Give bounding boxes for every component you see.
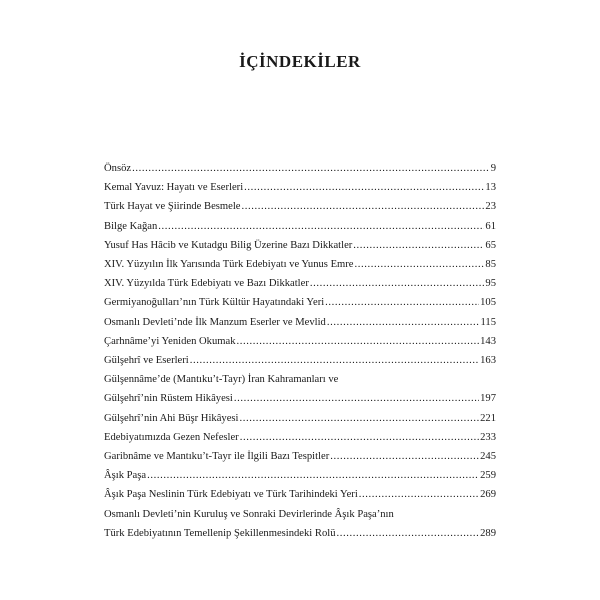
toc-entry-title: Türk Hayat ve Şiirinde Besmele bbox=[104, 201, 241, 213]
toc-entry bbox=[104, 409, 496, 428]
toc-entry-title: Çarhnâme’yi Yeniden Okumak bbox=[104, 335, 236, 347]
toc-entry-title: XIV. Yüzyılın İlk Yarısında Türk Edebiyatı ve Yunus Emre bbox=[104, 259, 354, 271]
toc-entry bbox=[104, 332, 496, 351]
dot-leader bbox=[132, 159, 490, 178]
dot-leader bbox=[310, 274, 485, 293]
dot-leader bbox=[353, 236, 484, 255]
toc-entry bbox=[104, 293, 496, 312]
toc-entry-title: Gülşehrî’nin Ahi Büşr Hikâyesi bbox=[104, 412, 239, 424]
toc-entry-page-number: 221 bbox=[480, 412, 496, 424]
dot-leader bbox=[240, 428, 479, 447]
toc-entry-page-number: 245 bbox=[480, 451, 496, 463]
dot-leader bbox=[147, 466, 479, 485]
toc-entry bbox=[104, 524, 496, 543]
toc-entry-title: Türk Edebiyatının Temellenip Şekillenmesindeki Rolü bbox=[104, 527, 336, 539]
toc-entry-page-number: 163 bbox=[480, 355, 496, 367]
toc-entry-page-number: 259 bbox=[480, 470, 496, 482]
toc-entry-title: Yusuf Has Hâcib ve Kutadgu Bilig Üzerine Bazı Dikkatler bbox=[104, 239, 353, 251]
dot-leader bbox=[330, 447, 479, 466]
toc-entry bbox=[104, 485, 496, 504]
page-title: İÇİNDEKİLER bbox=[239, 52, 361, 71]
dot-leader bbox=[242, 197, 485, 216]
toc-entry-title: Osmanlı Devleti’nde İlk Manzum Eserler ve Mevlid bbox=[104, 316, 326, 328]
toc-entry-page-number: 65 bbox=[485, 239, 496, 251]
toc-entry-page-number: 143 bbox=[480, 335, 496, 347]
toc-entry bbox=[104, 466, 496, 485]
toc-entry-title: Garibnâme ve Mantıku’t-Tayr ile İlgili Bazı Tespitler bbox=[104, 451, 330, 463]
toc-entry bbox=[104, 447, 496, 466]
toc-entry-title-line: Osmanlı Devleti’nin Kuruluş ve Sonraki Devirlerinde Âşık Paşa’nın bbox=[104, 508, 394, 520]
toc-entry bbox=[104, 351, 496, 370]
toc-entry-page-number: 289 bbox=[480, 527, 496, 539]
toc-entry bbox=[104, 178, 496, 197]
toc-entry-page-number: 105 bbox=[480, 297, 496, 309]
toc-entry-title: Bilge Kağan bbox=[104, 220, 158, 232]
dot-leader bbox=[244, 178, 484, 197]
dot-leader bbox=[234, 389, 479, 408]
toc-entry-page-number: 233 bbox=[480, 431, 496, 443]
toc-entry bbox=[104, 197, 496, 216]
toc-entry-title: Âşık Paşa bbox=[104, 470, 147, 482]
toc-entry-title: Önsöz bbox=[104, 163, 132, 174]
dot-leader bbox=[239, 409, 479, 428]
toc-entry-page-number: 95 bbox=[485, 278, 496, 290]
toc-entry-title: XIV. Yüzyılda Türk Edebiyatı ve Bazı Dikkatler bbox=[104, 278, 309, 290]
toc-entry-title: Germiyanoğulları’nın Türk Kültür Hayatındaki Yeri bbox=[104, 297, 325, 309]
toc-entry bbox=[104, 274, 496, 293]
toc-entry bbox=[104, 428, 496, 447]
table-of-contents bbox=[104, 159, 496, 543]
toc-entry-title: Âşık Paşa Neslinin Türk Edebiyatı ve Türk Tarihindeki Yeri bbox=[104, 489, 358, 501]
toc-entry-title: Gülşehrî ve Eserleri bbox=[104, 355, 189, 367]
dot-leader bbox=[237, 332, 480, 351]
toc-entry bbox=[104, 236, 496, 255]
toc-entry-page-number: 13 bbox=[485, 182, 496, 194]
toc-entry-page-number: 85 bbox=[485, 259, 496, 271]
toc-entry-page-number: 115 bbox=[480, 316, 496, 328]
dot-leader bbox=[158, 217, 484, 236]
toc-entry bbox=[104, 389, 496, 408]
toc-entry bbox=[104, 217, 496, 236]
toc-entry-page-number: 269 bbox=[480, 489, 496, 501]
toc-entry-page-number: 23 bbox=[485, 201, 496, 213]
toc-entry-title: Gülşehrî’nin Rüstem Hikâyesi bbox=[104, 393, 233, 405]
toc-entry-title: Edebiyatımızda Gezen Nefesler bbox=[104, 431, 239, 443]
toc-entry-page-number: 9 bbox=[490, 163, 496, 174]
dot-leader bbox=[359, 485, 479, 504]
toc-entry bbox=[104, 159, 496, 178]
dot-leader bbox=[337, 524, 480, 543]
toc-entry-title: Kemal Yavuz: Hayatı ve Eserleri bbox=[104, 182, 244, 194]
dot-leader bbox=[355, 255, 485, 274]
dot-leader bbox=[327, 313, 480, 332]
toc-entry-title-line: Gülşennâme’de (Mantıku’t-Tayr) İran Kahramanları ve bbox=[104, 374, 339, 386]
toc-entry bbox=[104, 255, 496, 274]
dot-leader bbox=[325, 293, 479, 312]
toc-entry-page-number: 61 bbox=[485, 220, 496, 232]
dot-leader bbox=[190, 351, 479, 370]
toc-entry bbox=[104, 313, 496, 332]
toc-entry-page-number: 197 bbox=[480, 393, 496, 405]
